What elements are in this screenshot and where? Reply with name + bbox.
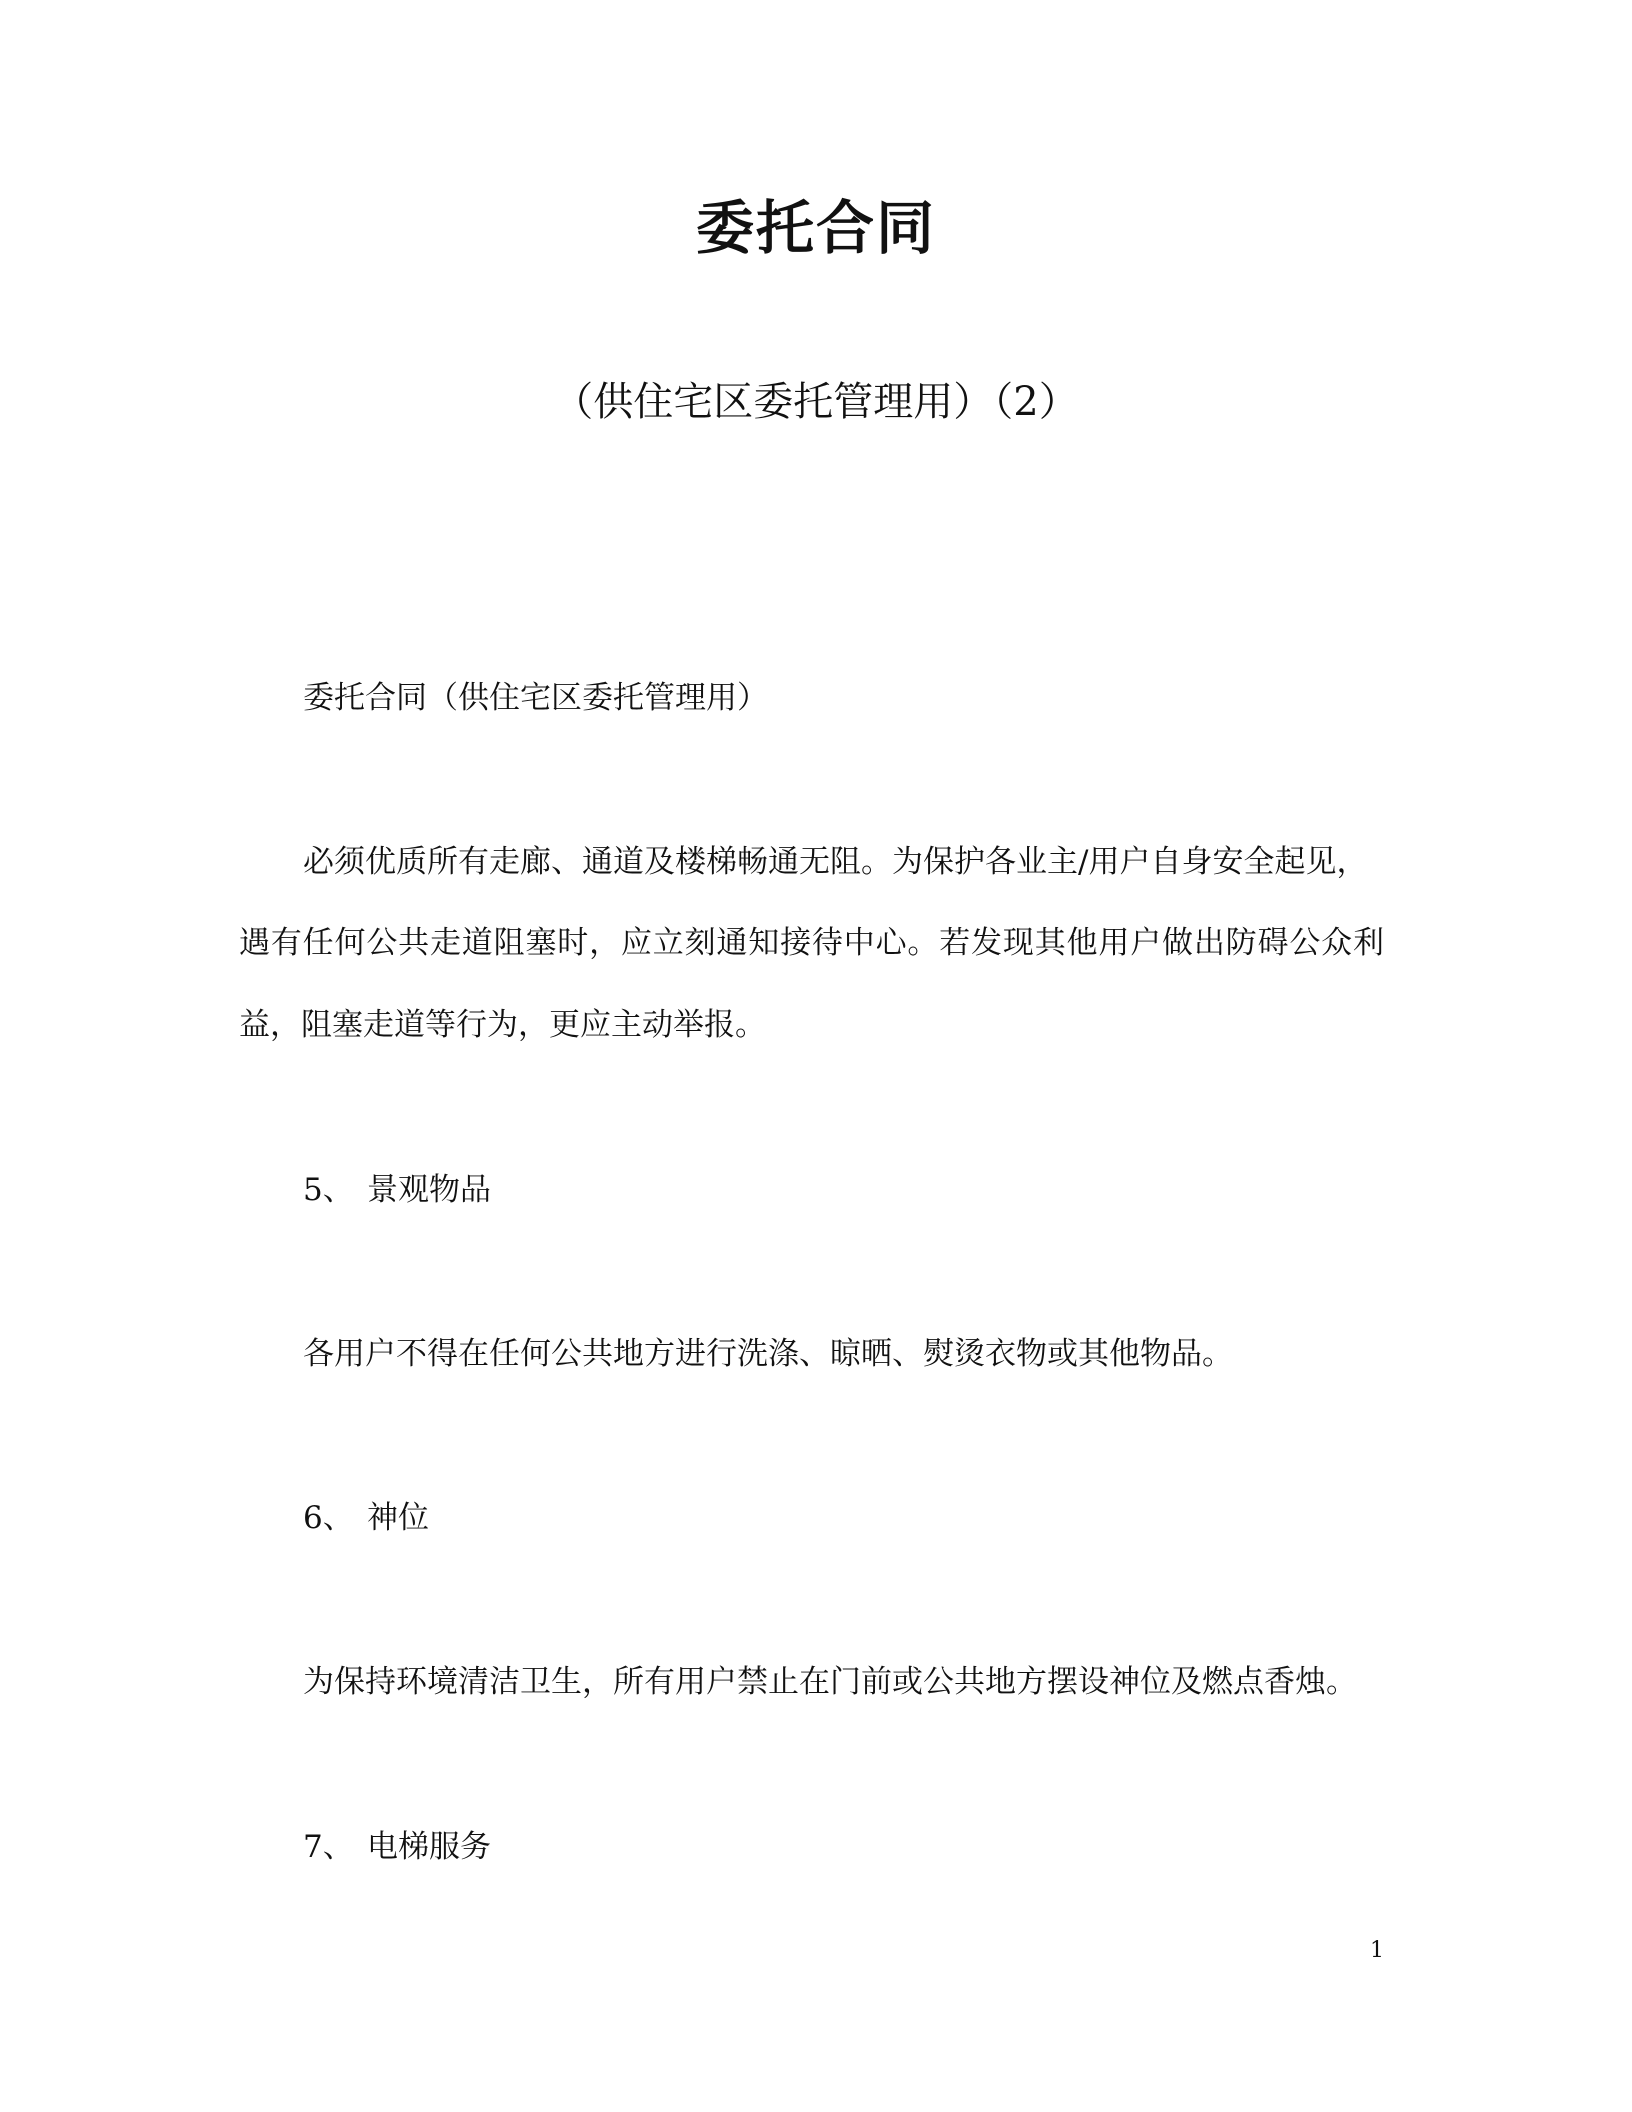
section5-text: 各用户不得在任何公共地方进行洗涤、晾晒、熨烫衣物或其他物品。 [303,1336,1233,1372]
intro-line: 委托合同（供住宅区委托管理用） [303,680,768,716]
section6-number: 6、 [303,1500,354,1536]
section5-number: 5、 [303,1172,354,1208]
section7-heading [303,1825,491,1869]
section6-text: 为保持环境清洁卫生，所有用户禁止在门前或公共地方摆设神位及燃点香烛。 [303,1664,1357,1700]
document-title: 委托合同 [695,194,936,262]
section6-title: 神位 [367,1500,429,1536]
document-subtitle: （供住宅区委托管理用）（2） [553,379,1079,425]
section6-heading [303,1496,429,1540]
section7-title: 电梯服务 [367,1829,491,1865]
paragraph1-line1: 必须优质所有走廊、通道及楼梯畅通无阻。为保护各业主/用户自身安全起见， [303,844,1368,880]
section5-heading [303,1168,491,1212]
page-number: 1 [1370,1938,1384,1963]
section7-number: 7、 [303,1829,354,1865]
paragraph1-line3: 益，阻塞走道等行为，更应主动举报。 [239,1007,766,1043]
section5-title: 景观物品 [367,1172,491,1208]
paragraph1-line2: 遇有任何公共走道阻塞时，应立刻通知接待中心。若发现其他用户做出防碍公众利 [239,925,1384,961]
